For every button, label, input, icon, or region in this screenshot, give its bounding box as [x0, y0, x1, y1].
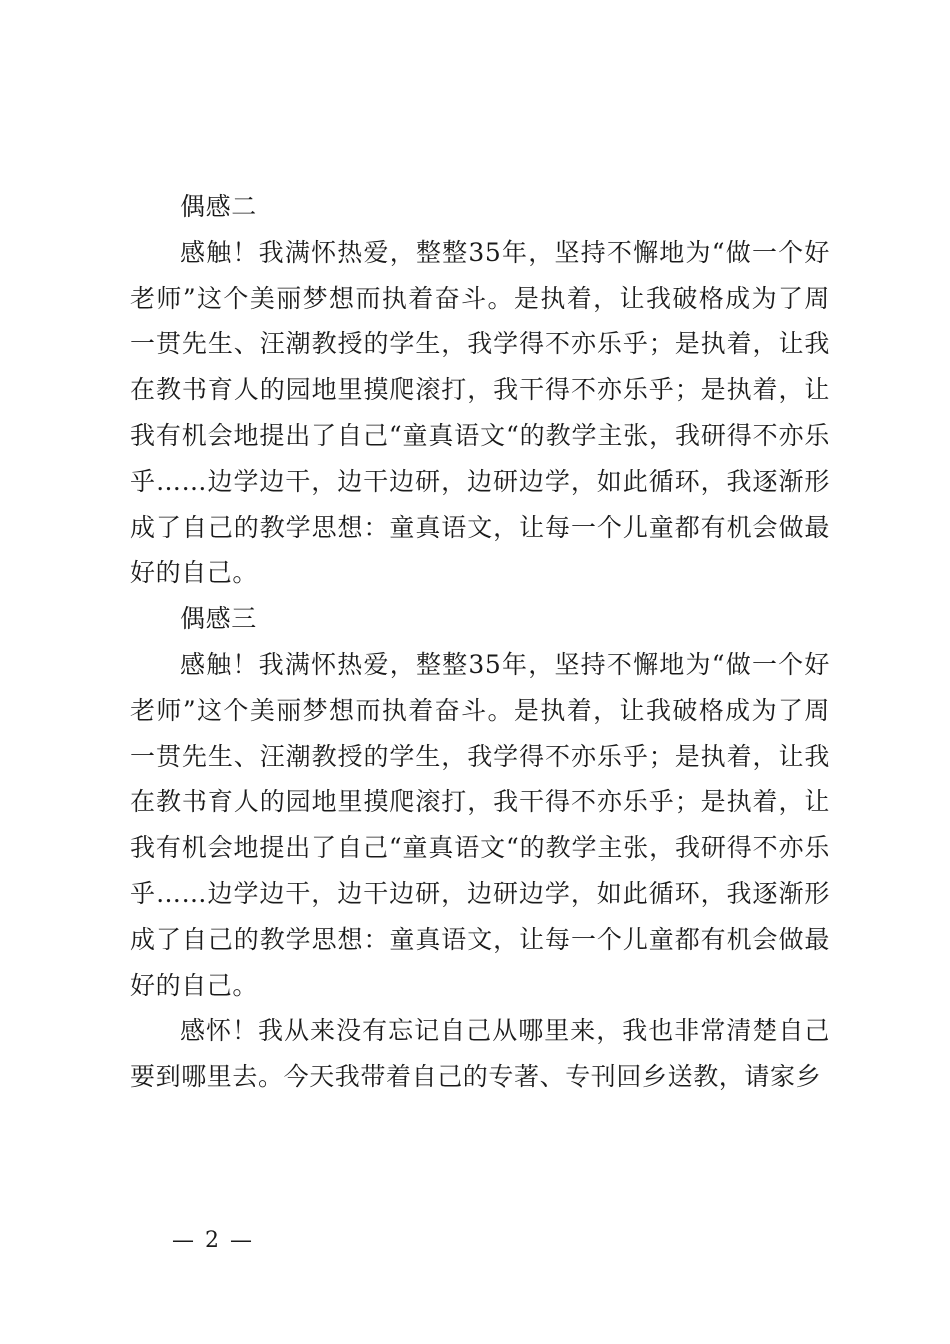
section-heading: 偶感二	[180, 192, 257, 221]
section-paragraph: 感触！我满怀热爱，整整35年，坚持不懈地为“做一个好老师”这个美丽梦想而执着奋斗。是执着，让我破格成为了周一贯先生、汪潮教授的学生，我学得不亦乐乎；是执着，让我在教书育人的园地里摸爬滚打，我干得不亦乐乎；是执着，让我有机会地提出了自己“童真语文“的教学主张，我研得不亦乐乎……边学边干，边干边研，边研边学，如此循环，我逐渐形成了自己的教学思想：童真语文，让每一个儿童都有机会做最好的自己。	[130, 649, 830, 1000]
section-heading: 偶感三	[180, 604, 257, 634]
document-body	[130, 184, 830, 1100]
section-paragraph: 感触！我满怀热爱，整整35年，坚持不懈地为“做一个好老师”这个美丽梦想而执着奋斗。是执着，让我破格成为了周一贯先生、汪潮教授的学生，我学得不亦乐乎；是执着，让我在教书育人的园地里摸爬滚打，我干得不亦乐乎；是执着，让我有机会地提出了自己“童真语文“的教学主张，我研得不亦乐乎……边学边干，边干边研，边研边学，如此循环，我逐渐形成了自己的教学思想：童真语文，让每一个儿童都有机会做最好的自己。	[130, 237, 830, 588]
page-number: — 2 —	[172, 1228, 254, 1253]
closing-paragraph: 感怀！我从来没有忘记自己从哪里来，我也非常清楚自己要到哪里去。今天我带着自己的专著、专刊回乡送教，请家乡	[130, 1016, 830, 1092]
